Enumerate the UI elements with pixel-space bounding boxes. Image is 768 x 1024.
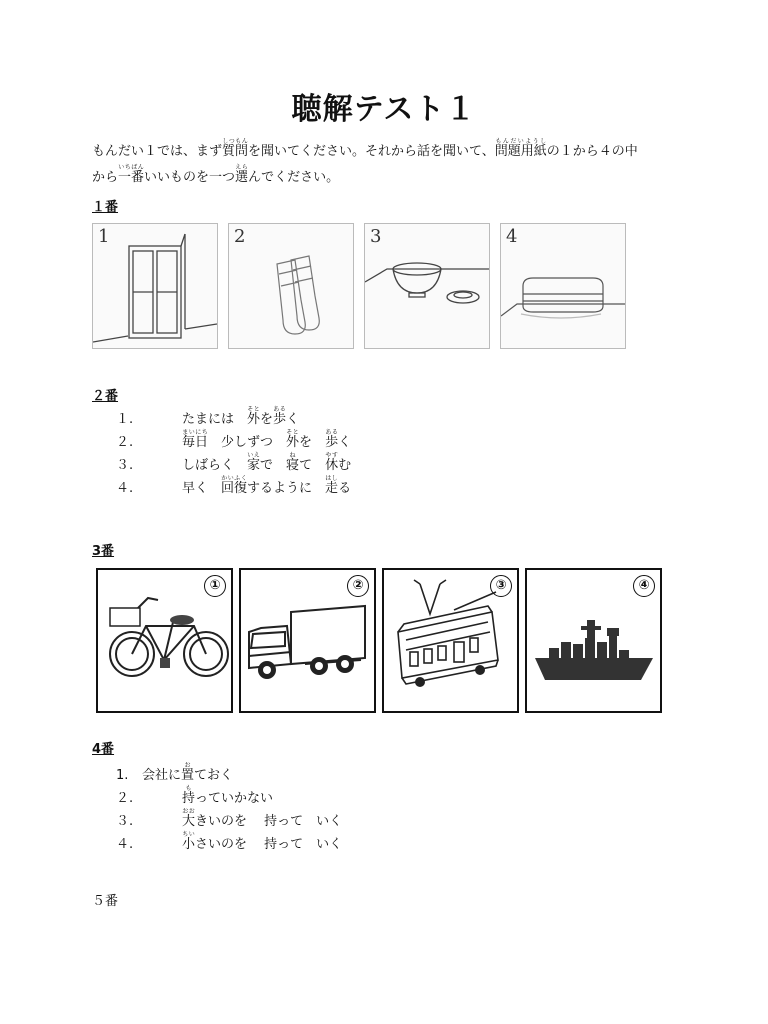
sliding-door-icon bbox=[93, 224, 217, 348]
socks-icon bbox=[229, 224, 353, 348]
q2-option-number: ３. bbox=[116, 458, 134, 473]
q1-option-3[interactable] bbox=[364, 223, 490, 349]
q4-option-1[interactable] bbox=[116, 762, 342, 785]
q4-option-number: ３. bbox=[116, 814, 134, 829]
q3-number-2: ② bbox=[347, 575, 369, 597]
ruby-ichiban: 一番いちばん bbox=[118, 164, 145, 185]
q2-option-text: 毎日まいにち 少しずつ 外そとを 歩あるく bbox=[182, 429, 352, 450]
bicycle-icon bbox=[98, 570, 233, 711]
bowl-and-plate-icon bbox=[365, 224, 489, 348]
q2-option-4[interactable] bbox=[116, 475, 351, 498]
question-1-pictures bbox=[92, 223, 648, 348]
question-4-options bbox=[116, 762, 342, 854]
q3-option-3[interactable] bbox=[382, 568, 519, 713]
q2-option-text: たまには 外そとを歩あるく bbox=[182, 406, 300, 427]
page-title: 聴解テスト１ bbox=[291, 92, 477, 127]
question-2-heading: ２番 bbox=[92, 389, 119, 404]
q1-number-3: 3 bbox=[370, 226, 382, 247]
q1-number-1: 1 bbox=[98, 226, 110, 247]
q3-number-3: ③ bbox=[490, 575, 512, 597]
q2-option-text: しばらく 家いえで 寝ねて 休やすむ bbox=[182, 452, 352, 473]
q4-option-number: ４. bbox=[116, 837, 134, 852]
tram-icon bbox=[384, 570, 519, 711]
q1-option-2[interactable] bbox=[228, 223, 354, 349]
q4-option-text: 持もっていかない bbox=[182, 785, 274, 806]
q4-option-4[interactable] bbox=[116, 831, 342, 854]
q4-option-number: ２. bbox=[116, 791, 134, 806]
ruby-mondaiyoushi: 問題用紙もんだいようし bbox=[494, 138, 547, 159]
ruby-erabu: 選えら bbox=[235, 164, 249, 185]
q4-option-text: 小ちいさいのを 持って いく bbox=[182, 831, 343, 852]
question-3-pictures bbox=[96, 568, 668, 718]
q4-option-2[interactable] bbox=[116, 785, 342, 808]
question-5-heading: ５番 bbox=[92, 894, 119, 909]
ruby-shitsumon: 質問しつもん bbox=[222, 138, 249, 159]
folded-towel-icon bbox=[501, 224, 625, 348]
q2-option-number: ２. bbox=[116, 435, 134, 450]
q1-option-1[interactable] bbox=[92, 223, 218, 349]
q2-option-2[interactable] bbox=[116, 429, 351, 452]
q4-option-number: 1. bbox=[116, 768, 129, 783]
q1-option-4[interactable] bbox=[500, 223, 626, 349]
q3-option-2[interactable] bbox=[239, 568, 376, 713]
question-2-options bbox=[116, 406, 351, 498]
question-3-heading: 3番 bbox=[92, 544, 115, 559]
q3-number-1: ① bbox=[204, 575, 226, 597]
q1-number-2: 2 bbox=[234, 226, 246, 247]
question-1-heading: １番 bbox=[92, 200, 119, 215]
truck-icon bbox=[241, 570, 376, 711]
q4-option-3[interactable] bbox=[116, 808, 342, 831]
q4-option-text: 会社に置おておく bbox=[142, 762, 234, 783]
q3-option-1[interactable] bbox=[96, 568, 233, 713]
q3-number-4: ④ bbox=[633, 575, 655, 597]
q2-option-3[interactable] bbox=[116, 452, 351, 475]
q2-option-1[interactable] bbox=[116, 406, 351, 429]
q3-option-4[interactable] bbox=[525, 568, 662, 713]
q4-option-text: 大おおきいのを 持って いく bbox=[182, 808, 343, 829]
q2-option-number: ４. bbox=[116, 481, 134, 496]
cargo-ship-icon bbox=[527, 570, 662, 711]
q1-number-4: 4 bbox=[506, 226, 518, 247]
question-4-heading: 4番 bbox=[92, 742, 115, 757]
q2-option-number: １. bbox=[116, 412, 134, 427]
instructions: もんだい１では、まず質問しつもんを聞いてください。それから話を聞いて、問題用紙もんだいようしの１から４の中 から一番いちばんいいものを一つ選えらんでください。 bbox=[92, 138, 638, 185]
q2-option-text: 早く 回復かいふくするように 走はしる bbox=[182, 475, 352, 496]
